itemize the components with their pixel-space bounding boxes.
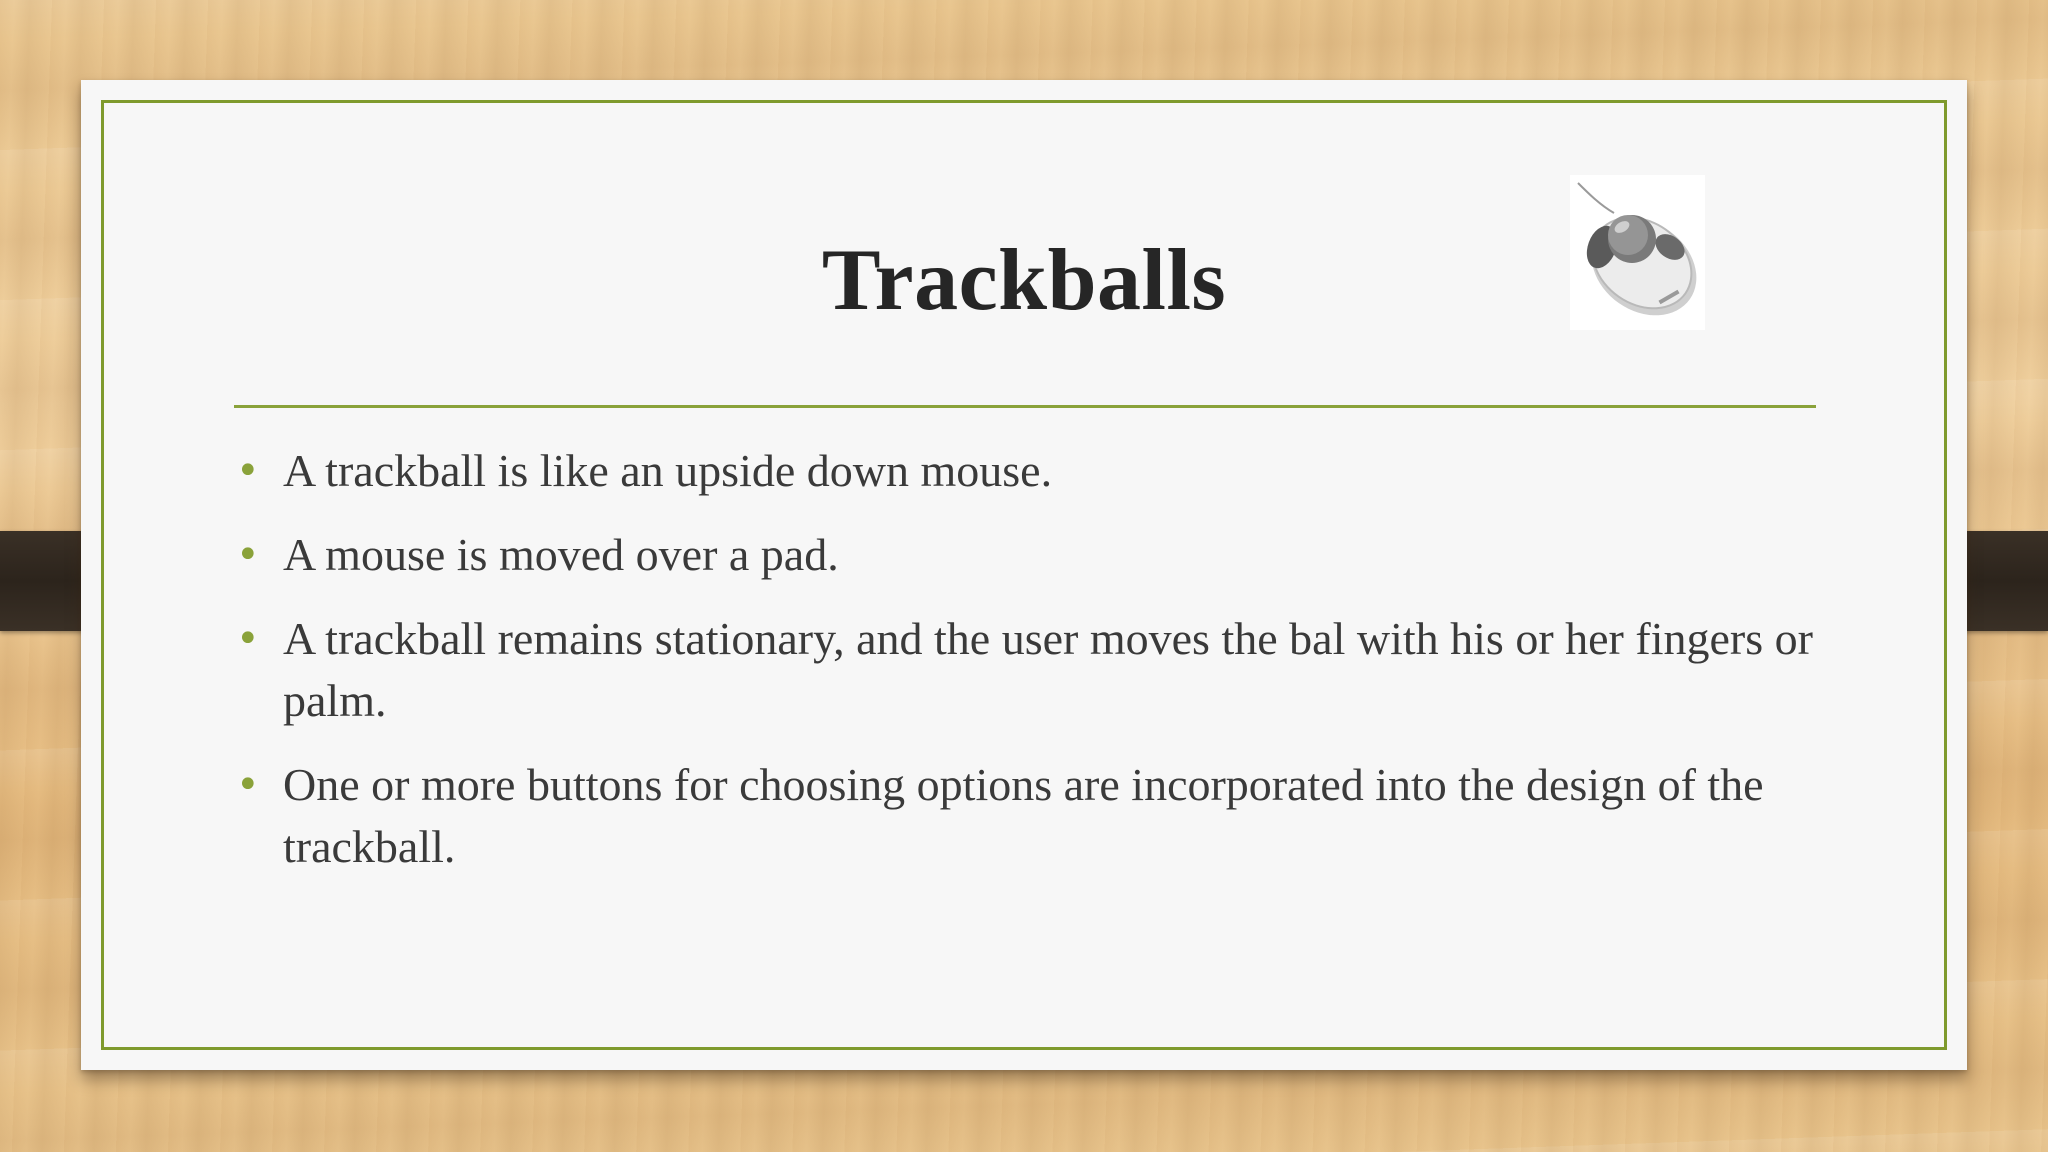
bullet-icon: • [236, 532, 260, 578]
slide [81, 80, 1967, 1070]
bullet-list [233, 440, 1853, 900]
list-item [233, 754, 1853, 878]
bullet-icon: • [236, 616, 260, 662]
trackball-image [1570, 175, 1705, 330]
bullet-icon: • [236, 762, 260, 808]
bullet-text: A trackball remains stationary, and the user moves the bal with his or her fingers or palm. [283, 613, 1813, 726]
slide-title: Trackballs [821, 232, 1227, 329]
bullet-text: A trackball is like an upside down mouse. [283, 445, 1053, 496]
list-item [233, 440, 1853, 502]
list-item [233, 608, 1853, 732]
list-item [233, 524, 1853, 586]
trackball-icon [1570, 175, 1705, 330]
bullet-text: One or more buttons for choosing options are incorporated into the design of the trackball. [283, 759, 1764, 872]
bullet-text: A mouse is moved over a pad. [283, 529, 839, 580]
bullet-icon: • [236, 448, 260, 494]
title-divider [234, 405, 1816, 408]
